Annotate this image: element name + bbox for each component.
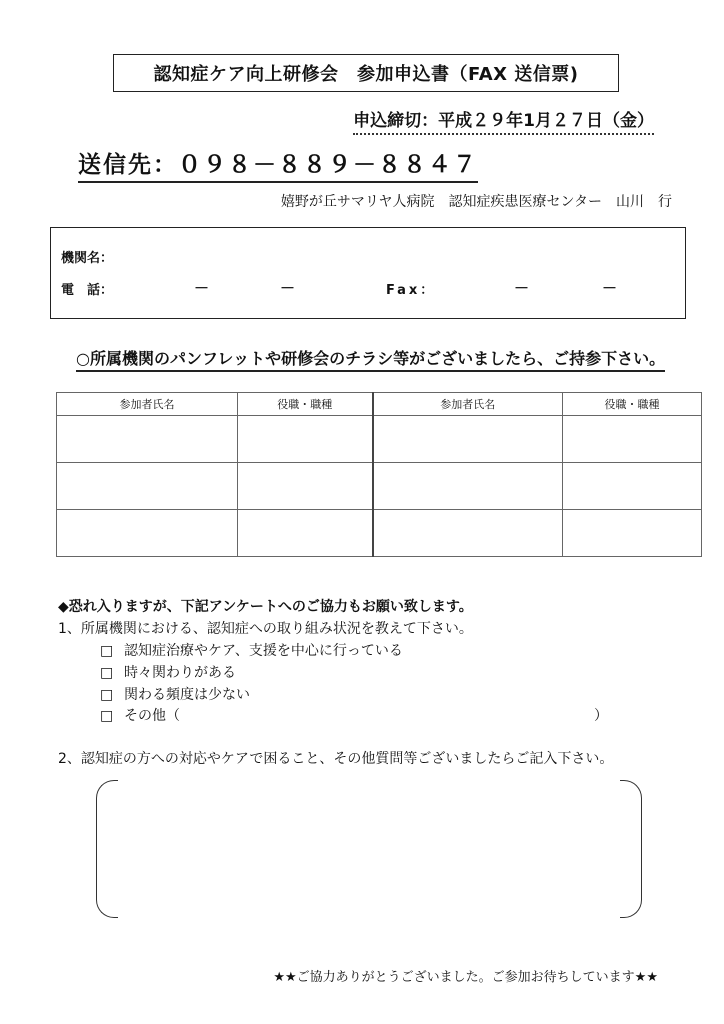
- role-cell[interactable]: [238, 510, 373, 557]
- option-2[interactable]: [100, 662, 236, 682]
- name-cell[interactable]: [373, 510, 563, 557]
- option-label: その他（: [124, 708, 180, 724]
- answer-bracket-right: [620, 780, 642, 918]
- name-cell[interactable]: [373, 416, 563, 463]
- question-2: 2、認知症の方への対応やケアで困ること、その他質問等ございましたらご記入下さい。: [58, 751, 614, 767]
- fax-dash-2: －: [602, 279, 618, 297]
- table-row: [57, 463, 702, 510]
- fax-send-to: 送信先：０９８－８８９－８８４７: [78, 146, 478, 183]
- question-1: 1、所属機関における、認知症への取り組み状況を教えて下さい。: [58, 621, 473, 637]
- checkbox-icon[interactable]: □: [100, 643, 114, 659]
- destination: 嬉野が丘サマリヤ人病院 認知症疾患医療センター 山川 行: [280, 194, 672, 210]
- checkbox-icon[interactable]: □: [100, 708, 114, 724]
- organization-info-box: [50, 227, 686, 319]
- tel-dash-2: －: [280, 279, 296, 297]
- role-cell[interactable]: [563, 463, 702, 510]
- name-cell[interactable]: [57, 510, 238, 557]
- survey-heading: ◆恐れ入りますが、下記アンケートへのご協力もお願い致します。: [58, 599, 473, 615]
- fax-label: Fax：: [386, 283, 437, 298]
- role-cell[interactable]: [563, 510, 702, 557]
- table-header-row: [57, 393, 702, 416]
- option-label: 時々関わりがある: [124, 665, 236, 681]
- checkbox-icon[interactable]: □: [100, 665, 114, 681]
- column-header-name-1: 参加者氏名: [57, 393, 238, 416]
- tel-dash-1: －: [194, 279, 210, 297]
- option-3[interactable]: [100, 684, 250, 704]
- name-cell[interactable]: [57, 416, 238, 463]
- role-cell[interactable]: [563, 416, 702, 463]
- fax-dash-1: －: [514, 279, 530, 297]
- table-row: [57, 416, 702, 463]
- application-deadline: 申込締切：平成２９年1月２７日（金）: [353, 106, 654, 135]
- tel-label: 電 話：: [61, 283, 114, 298]
- column-header-role-1: 役職・職種: [238, 393, 373, 416]
- org-name-label: 機関名：: [61, 251, 114, 266]
- column-header-role-2: 役職・職種: [563, 393, 702, 416]
- form-title: 認知症ケア向上研修会 参加申込書（FAX 送信票): [113, 54, 619, 92]
- table-row: [57, 510, 702, 557]
- option-4[interactable]: [100, 705, 180, 725]
- role-cell[interactable]: [238, 463, 373, 510]
- free-answer-area[interactable]: [124, 786, 614, 912]
- name-cell[interactable]: [373, 463, 563, 510]
- option-1[interactable]: [100, 640, 403, 660]
- role-cell[interactable]: [238, 416, 373, 463]
- checkbox-icon[interactable]: □: [100, 687, 114, 703]
- answer-bracket-left: [96, 780, 118, 918]
- notice-bring-pamphlet: ○所属機関のパンフレットや研修会のチラシ等がございましたら、ご持参下さい。: [76, 346, 665, 372]
- other-paren-close: ）: [594, 708, 608, 724]
- footer-thanks: ★★ご協力ありがとうございました。ご参加お待ちしています★★: [273, 970, 658, 985]
- option-label: 関わる頻度は少ない: [124, 687, 250, 703]
- participants-table: [56, 392, 702, 557]
- name-cell[interactable]: [57, 463, 238, 510]
- option-label: 認知症治療やケア、支援を中心に行っている: [124, 643, 403, 659]
- column-header-name-2: 参加者氏名: [373, 393, 563, 416]
